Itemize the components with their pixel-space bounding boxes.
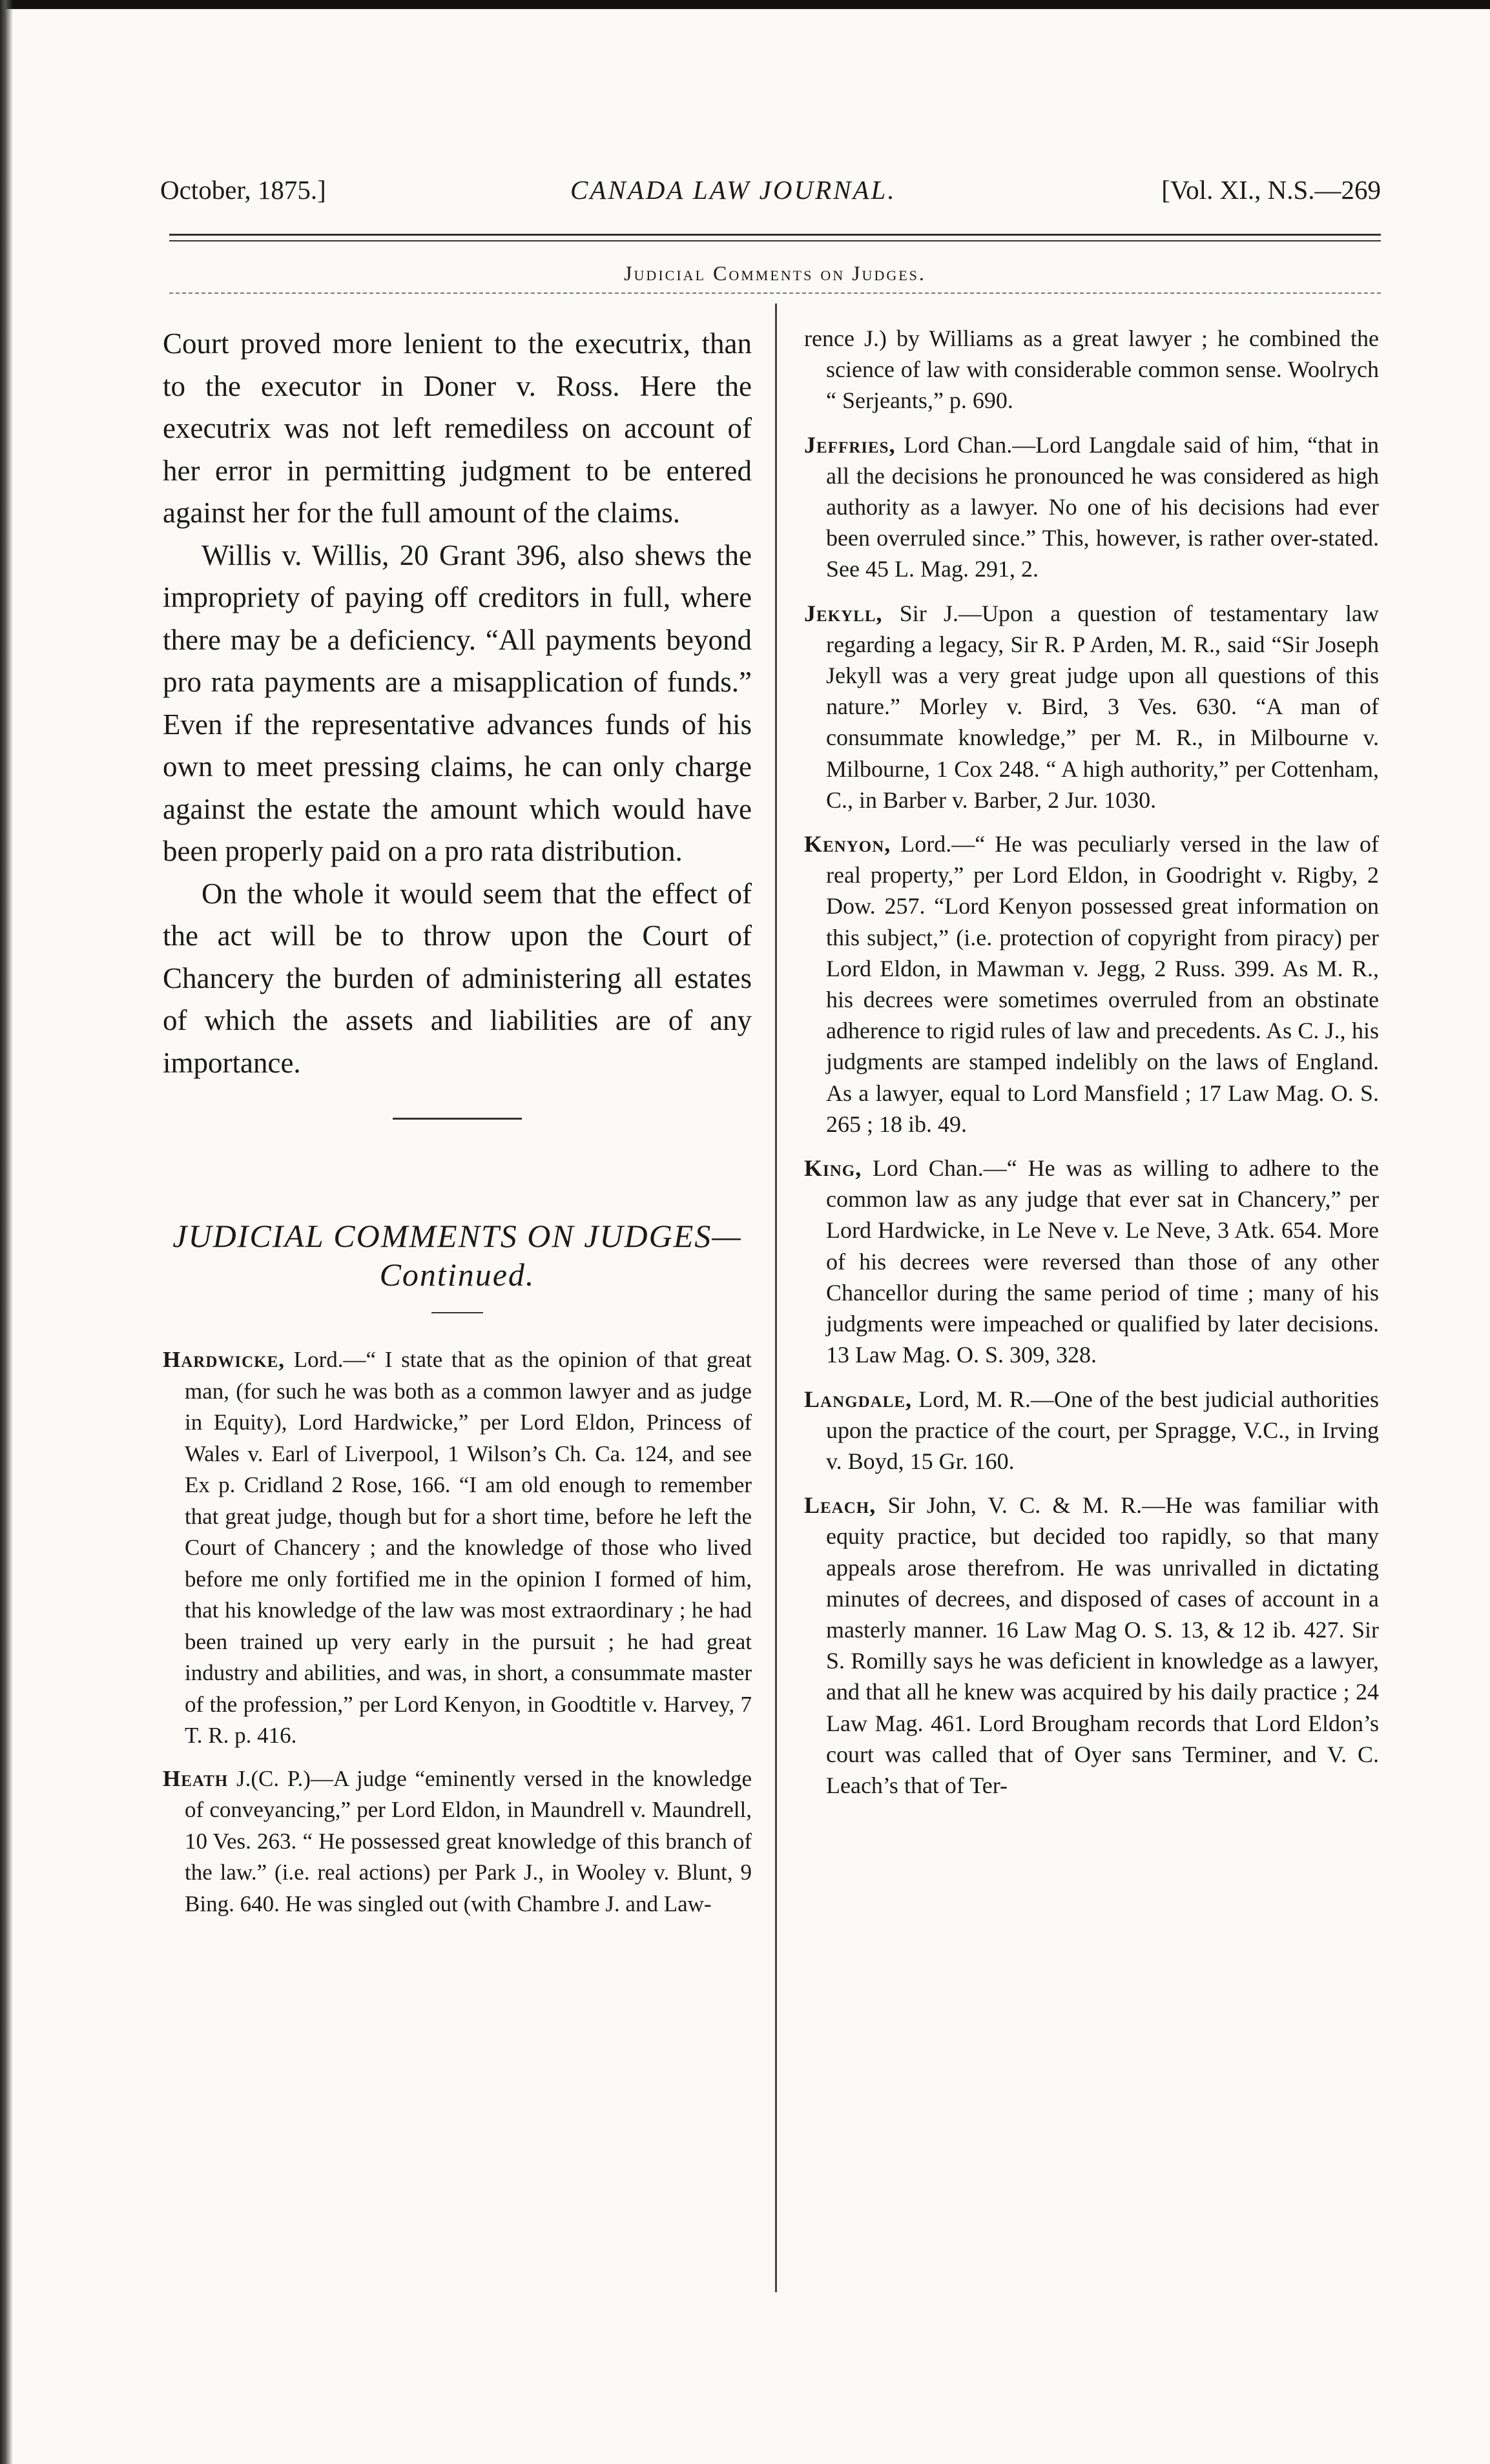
entry-text: Lord Chan.—Lord Langdale said of him, “that in all the decisions he pronounced he was considered as high authority as a lawyer. No one of his decisions had ever been overruled since.” This, however, is rather over-stated. See 45 L. Mag. 291, 2.	[826, 431, 1379, 582]
entry-text: Sir J.—Upon a question of testamentary law regarding a legacy, Sir R. P Arden, M. R., said “Sir Joseph Jekyll was a very great judge upon all questions of this nature.” Morley v. Bird, 3 Ves. 630. “A man of consummate knowledge,” per M. R., in Milbourne v. Milbourne, 1 Cox 248. “ A high authority,” per Cottenham, C., in Barber v. Barber, 2 Jur. 1030.	[826, 600, 1379, 813]
running-head-rule	[169, 293, 1381, 294]
header-rule-thin	[169, 240, 1381, 241]
judge-entry	[804, 1153, 1379, 1370]
entry-text: Lord Chan.—“ He was as willing to adhere to the common law as any judge that ever sat in Chancery,” per Lord Hardwicke, in Le Neve v. Le Neve, 3 Atk. 654. More of his decrees were reversed than those of any other Chancellor during the same period of time ; many of his judgments were impeached or qualified by later decisions. 13 Law Mag. O. S. 309, 328.	[826, 1155, 1379, 1368]
column-divider	[775, 303, 777, 2292]
judge-entry	[804, 1490, 1379, 1801]
judge-name: Heath	[163, 1765, 229, 1791]
paragraph: On the whole it would seem that the effect of the act will be to throw upon the Court of Chancery the burden of administering all estates of which the assets and liabilities are of any importance.	[163, 877, 752, 1079]
header-date: October, 1875.]	[160, 175, 326, 205]
judge-entry	[804, 429, 1379, 585]
page-header	[160, 174, 1381, 226]
title-separator	[431, 1312, 483, 1313]
entry-text: Lord.—“ He was peculiarly versed in the law of real property,” per Lord Eldon, in Goodright v. Rigby, 2 Dow. 257. “Lord Kenyon possessed great information on this subject,” (i.e. protection of copyright from piracy) per Lord Eldon, in Mawman v. Jegg, 2 Russ. 399. As M. R., his decrees were sometimes overruled from an obstinate adherence to rigid rules of law and precedents. As C. J., his judgments are stamped indelibly on the laws of England. As a lawyer, equal to Lord Mansfield ; 17 Law Mag. O. S. 265 ; 18 ib. 49.	[826, 831, 1379, 1137]
judge-name: Kenyon,	[804, 831, 891, 857]
judge-entry-continued	[804, 323, 1379, 416]
judge-name: Leach,	[804, 1492, 876, 1519]
judge-name: King,	[804, 1155, 862, 1182]
journal-title: CANADA LAW JOURNAL.	[570, 175, 896, 205]
judge-entry	[804, 598, 1379, 816]
scan-binding-shadow	[0, 0, 13, 2464]
entry-text: J.(C. P.)—A judge “eminently versed in the knowledge of conveyancing,” per Lord Eldon, in Maundrell v. Maundrell, 10 Ves. 263. “ He possessed great knowledge of this branch of the law.” (i.e. real actions) per Park J., in Wooley v. Blunt, 9 Bing. 640. He was singled out (with Chambre J. and Law-	[185, 1765, 752, 1916]
paragraph: Court proved more lenient to the executrix, than to the executor in Doner v. Ross. Here the executrix was not left remediless on account of her error in permitting judgment to be entered against her for the full amount of the claims.	[163, 327, 752, 529]
right-column	[804, 323, 1379, 1814]
paragraph: Willis v. Willis, 20 Grant 396, also shews the impropriety of paying off creditors in full, where there may be a deficiency. “All payments beyond pro rata payments are a misapplication of funds.” Even if the representative advances funds of his own to meet pressing claims, he can only charge against the estate the amount which would have been properly paid on a pro rata distribution.	[163, 539, 752, 867]
judge-entry	[804, 1384, 1379, 1477]
judge-name: Jekyll,	[804, 600, 883, 626]
volume-page-number: [Vol. XI., N.S.—269	[1161, 175, 1381, 205]
entry-text: rence J.) by Williams as a great lawyer ; he combined the science of law with considerable common sense. Woolrych “ Serjeants,” p. 690.	[804, 325, 1379, 414]
running-head: Judicial Comments on Judges.	[624, 262, 926, 285]
entry-text: Lord, M. R.—One of the best judicial authorities upon the practice of the court, per Spragge, V.C., in Irving v. Boyd, 15 Gr. 160.	[826, 1386, 1379, 1474]
section-separator	[393, 1118, 522, 1120]
judge-name: Hardwicke,	[163, 1347, 285, 1372]
judge-name: Jeffries,	[804, 431, 896, 458]
header-rule	[169, 234, 1381, 236]
judge-name: Langdale,	[804, 1386, 913, 1412]
left-column	[163, 323, 752, 1931]
judge-entry	[804, 828, 1379, 1140]
scan-top-edge	[0, 0, 1490, 9]
judge-entry	[163, 1763, 752, 1920]
judge-entry	[163, 1344, 752, 1752]
entry-text: Sir John, V. C. & M. R.—He was familiar with equity practice, but decided too rapidly, so that many appeals arose therefrom. He was unrivalled in dictating minutes of decrees, and disposed of cases of account in a masterly manner. 16 Law Mag O. S. 13, & 12 ib. 427. Sir S. Romilly says he was deficient in knowledge as a lawyer, and that all he knew was acquired by his daily practice ; 24 Law Mag. 461. Lord Brougham records that Lord Eldon’s court was called that of Oyer sans Terminer, and V. C. Leach’s that of Ter-	[826, 1492, 1379, 1798]
entry-text: Lord.—“ I state that as the opinion of that great man, (for such he was both as a common lawyer and as judge in Equity), Lord Hardwicke,” per Lord Eldon, Princess of Wales v. Earl of Liverpool, 1 Wilson’s Ch. Ca. 124, and see Ex p. Cridland 2 Rose, 166. “I am old enough to remember that great judge, though but for a short time, before he left the Court of Chancery ; and the knowledge of those who lived before me only fortified me in the opinion I formed of him, that his knowledge of the law was most extraordinary ; he had been trained up very early in the pursuit ; he had great industry and abilities, and was, in short, a consummate master of the profession,” per Lord Kenyon, in Goodtitle v. Harvey, 7 T. R. p. 416.	[185, 1347, 752, 1748]
section-title: JUDICIAL COMMENTS ON JUDGES—Continued.	[172, 1218, 742, 1293]
